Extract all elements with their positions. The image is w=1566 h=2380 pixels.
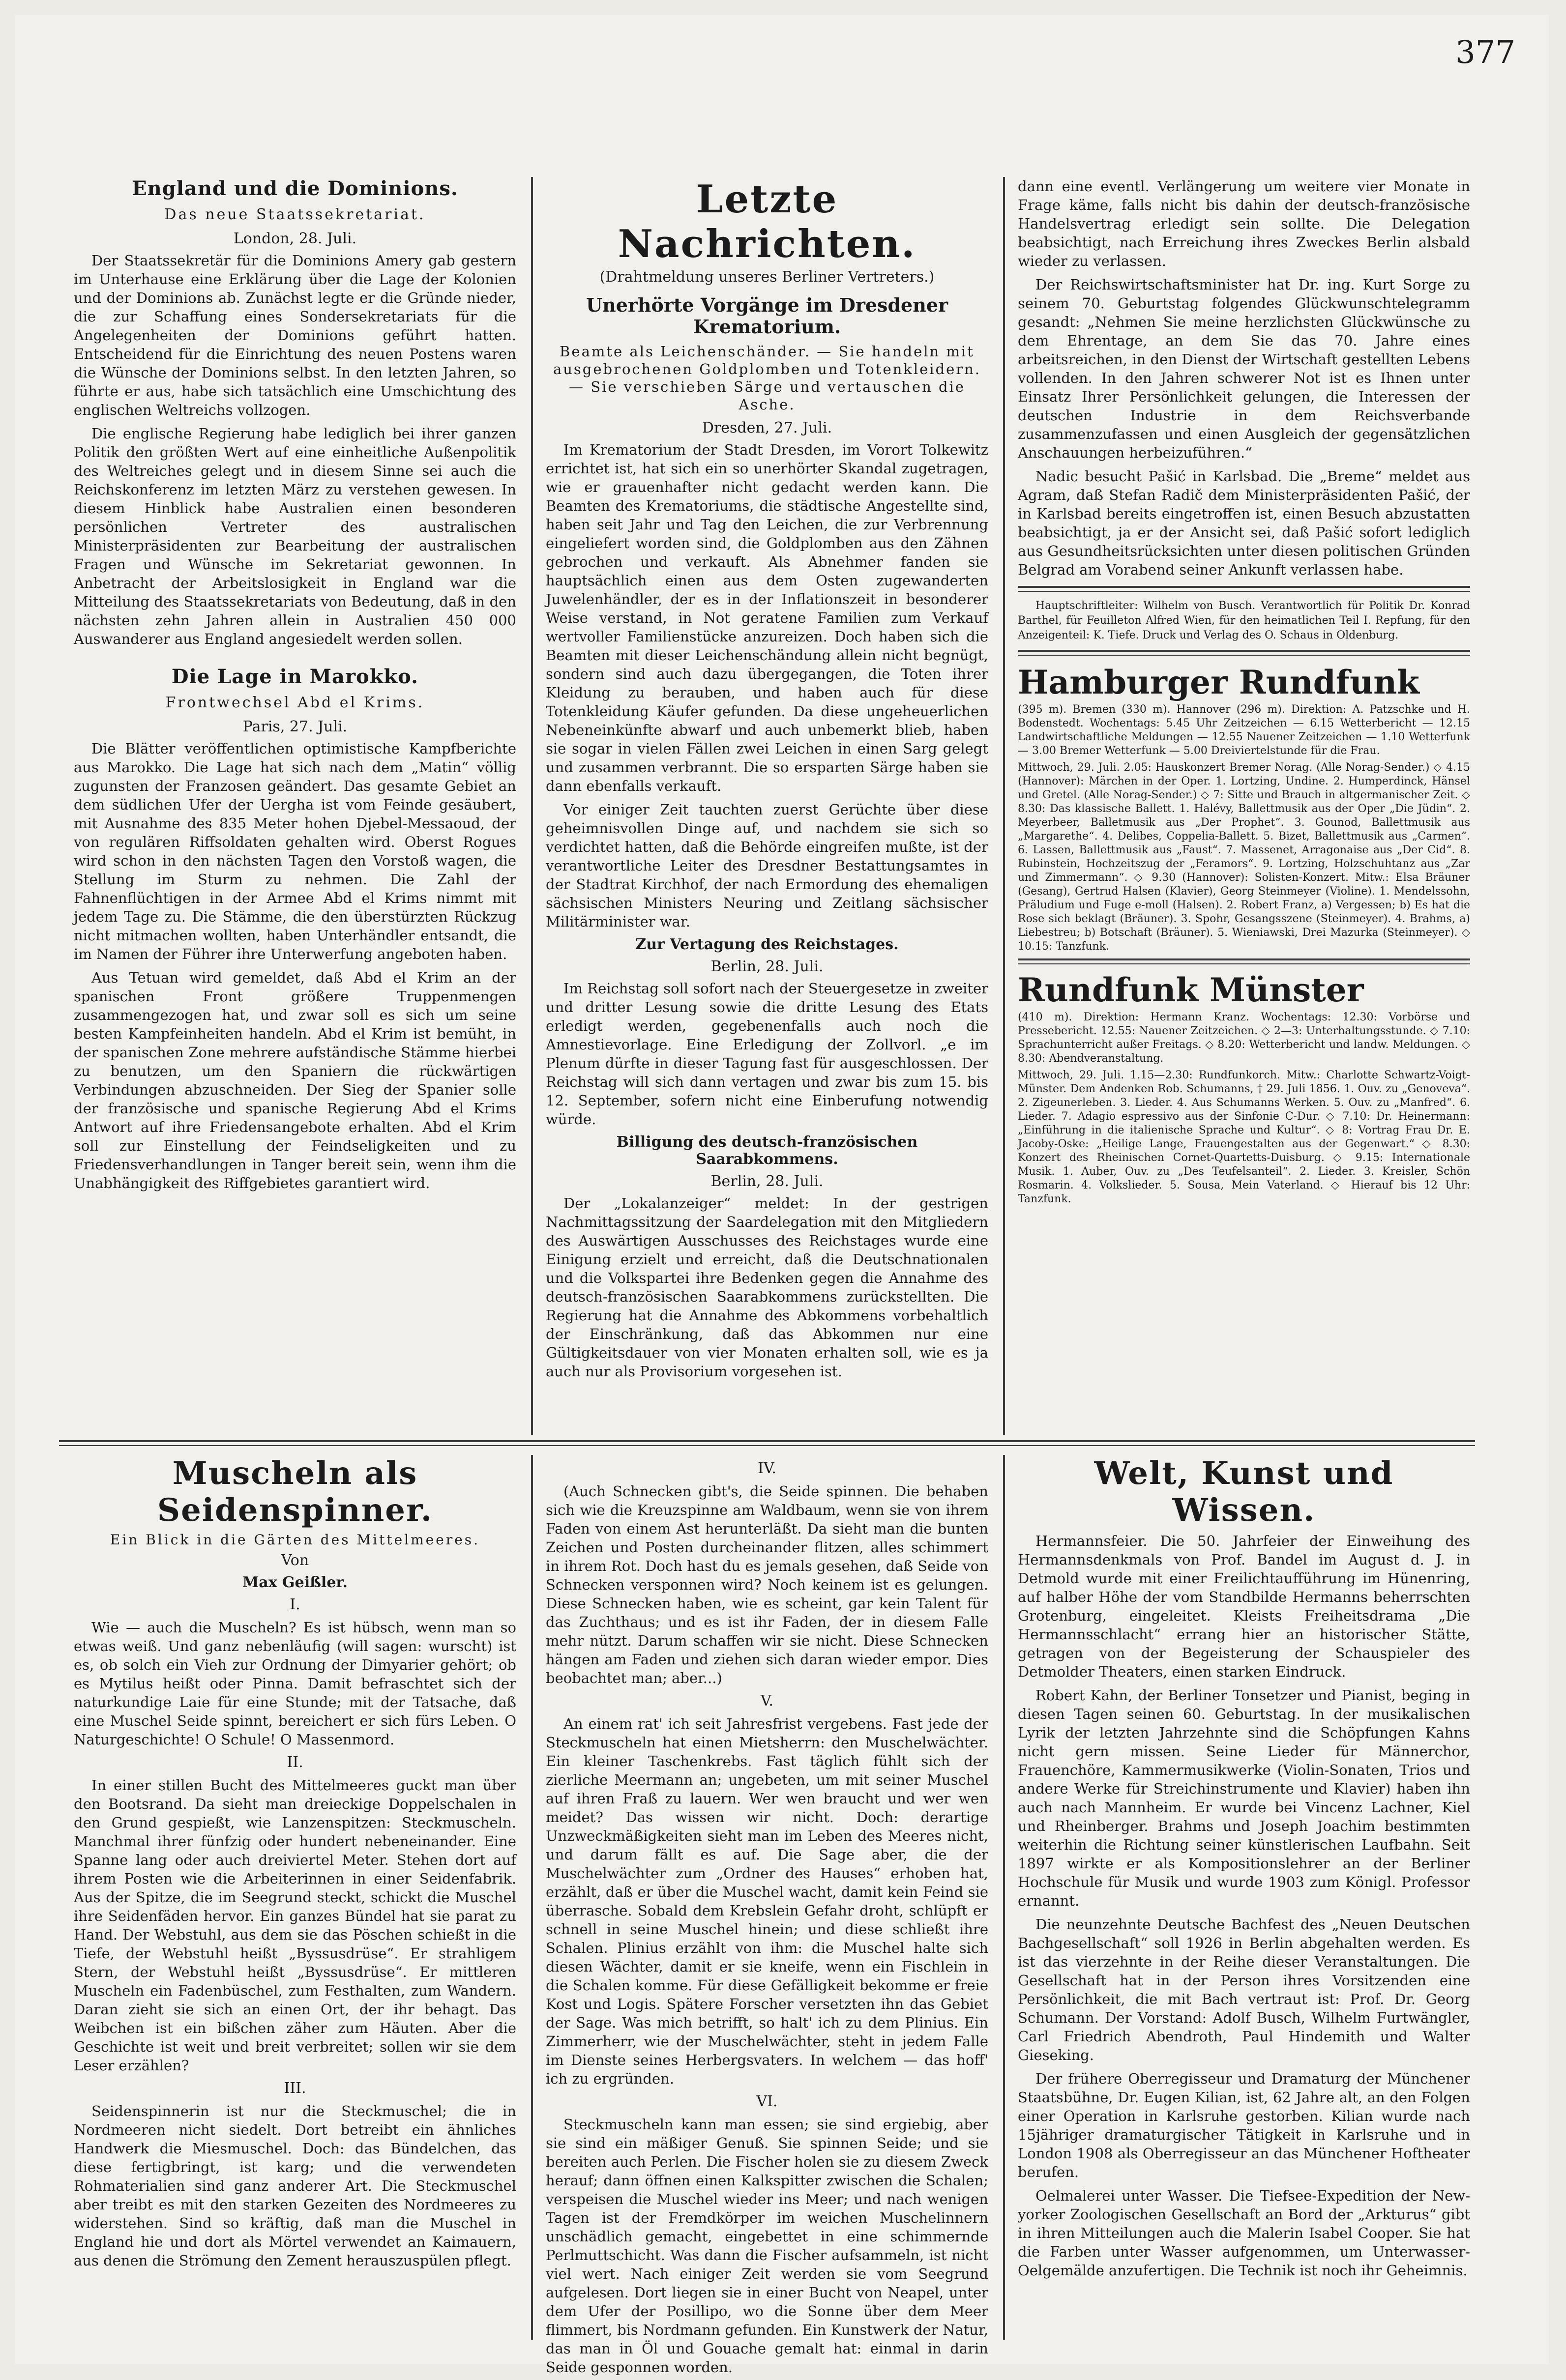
muenster-radio-header: (410 m). Direktion: Hermann Kranz. Wochentags: 12.30: Vorbörse und Pressebericht. 12.55: Nauener Zeitzeichen. ◇ 2—3: Unterhaltungsstunde. ◇ 7.10: Sprachunterricht außer Freitags. ◇ 8.20: Wetterbericht und landw. Meldungen. ◇ 8.30: Abendveranstaltung. — [1018, 1011, 1470, 1065]
krematorium-paragraph: Vor einiger Zeit tauchten zuerst Gerüchte über diese geheimnisvollen Dinge auf, und nachdem sie sich so verdichtet hatten, daß die Behörde eingreifen mußte, ist der verantwortliche Leiter des Dresdner Bestattungsamtes in der Stadtrat Kirchhof, der nach Ermordung des ehemaligen sächsischen Ministers Neuring und Zeitlang sächsischer Militärminister war. — [546, 801, 988, 930]
england-title: England und die Dominions. — [132, 177, 458, 200]
welt-paragraph: Robert Kahn, der Berliner Tonsetzer und Pianist, beging in diesen Tagen seinen 60. Geburtstag. In der musikalischen Lyrik der letzten Jahrzehnte sind die Schöpfungen Kahns nicht gern missen. Seine Lieder für Männerchor, Frauenchöre, Kammermusikwerke (Violin-Sonaten, Trios und andere Werke für Streichinstrumente und Klavier) haben ihn auch nach Mannheim. Er wurde bei Vincenz Lachner, Kiel und Rheinberger. Brahms und Joseph Joachim bestimmten weiterhin die Richtung seiner künstlerischen Laufbahn. Seit 1897 wirkte er als Kompositionslehrer an der Berliner Hochschule für Musik und wurde 1903 zum Königl. Professor ernannt. — [1018, 1687, 1470, 1909]
muscheln-section-text: (Auch Schnecken gibt's, die Seide spinnen. Die behaben sich wie die Kreuzspinne am Waldbaum, wenn sie von ihrem Faden von einem Ast herunterläßt. Da sieht man die bunten Zeichen und Posten durcheinander flitzen, alles schimmert in ihrem Rot. Doch hast du es jemals gesehen, daß Seide von Schnecken versponnen wird? Noch keinem ist es gelungen. Diese Schnecken haben, wie es scheint, gar kein Talent für das Zuchthaus; und es ist ihr Faden, der in diesem Falle mehr nützt. Darum schaffen wir sie nicht. Diese Schnecken hängen am Faden und ziehen sich daran wieder empor. Dies beobachtet man; aber...) — [546, 1483, 988, 1686]
muenster-radio-schedule: Mittwoch, 29. Juli. 1.15—2.30: Rundfunkorch. Mitw.: Charlotte Schwartz-Voigt-Münster. Dem Andenken Rob. Schumanns, † 29. Juli 1856. 1. Ouv. zu „Genoveva“. 2. Zigeunerleben. 3. Lieder. 4. Aus Schumanns Werken. 5. Ouv. zu „Manfred“. 6. Lieder. 7. Adagio espressivo aus der Sinfonie C-Dur. ◇ 7.10: Dr. Heinermann: „Einführung in die italienische Sprache und Kultur“. ◇ 8: Vortrag Frau Dr. E. Jacoby-Oske: „Heilige Lange, Frauengestalten aus der Gegenwart.“ ◇ 8.30: Konzert des Rheinischen Cornet-Quartetts-Duisburg. ◇ 9.15: Internationale Musik. 1. Auber, Ouv. zu „Des Teufelsanteil“. 2. Lieder. 3. Kreisler, Schön Rosmarin. 4. Volkslieder. 5. Sousa, Mein Vaterland. ◇ Hierauf bis 12 Uhr: Tanzfunk. — [1018, 1069, 1470, 1205]
welt-column — [1018, 1455, 1470, 2340]
muscheln-title: Muscheln als Seidenspinner. — [157, 1455, 433, 1529]
section-number: V. — [761, 1692, 773, 1710]
krematorium-paragraph: Im Krematorium der Stadt Dresden, im Vorort Tolkewitz errichtet ist, hat sich ein so unerhörter Skandal zugetragen, wie er grauenhafter nicht gedacht werden kann. Die Beamten des Krematoriums, die städtische Angestellte sind, haben seit Jahr und Tag den Leichen, die zur Verbrennung eingeliefert worden sind, die Goldplomben aus den Zähnen gebrochen und verkauft. Als Abnehmer fanden sie hauptsächlich einen aus dem Osten zugewanderten Juwelenhändler, der es in der Inflationszeit in besonderer Weise verstand, in Not geratene Familien zum Verkauf wertvoller Familienstücke anzureizen. Doch haben sich die Beamten mit dieser Leichenschändung allein nicht begnügt, sondern sind auch dazu übergegangen, die Toten ihrer Kleidung zu berauben, und haben auch für diese Totenkleidung Käufer gefunden. Da diese ungeheuerlichen Nebeneinkünfte abwarf und auch unbemerkt blieb, haben sie sogar in vielen Fällen zwei Leichen in einen Sarg gelegt und zusammen verbrannt. Die so ersparten Särge haben sie dann ebenfalls verkauft. — [546, 441, 988, 794]
marokko-paragraph: Die Blätter veröffentlichen optimistische Kampfberichte aus Marokko. Die Lage hat sich nach dem „Matin“ völlig zugunsten der Franzosen geändert. Das gesamte Gebiet an dem südlichen Ufer der Uergha ist vom Feinde gesäubert, mit Ausnahme des 835 Meter hohen Djebel-Messaoud, der von regulären Riffsoldaten gehalten wird. Oberst Rogues wird schon in den nächsten Tagen den Vorstoß wagen, die Stellung im Sturm zu nehmen. Die Zahl der Fahnenflüchtigen in der Armee Abd el Krims nimmt mit jedem Tage zu. Die Stämme, die den überstürzten Rückzug nicht mitmachen wollten, haben Unterhändler entsandt, die im Namen der Führer ihre Unterwerfung angeboten haben. — [74, 740, 516, 962]
column-divider — [1003, 1455, 1005, 2340]
imprint-rule — [1018, 586, 1470, 592]
england-subtitle: Das neue Staatssekretariat. — [164, 206, 426, 223]
column-divider — [1003, 177, 1005, 1435]
section-number: VI. — [756, 2093, 778, 2110]
muscheln-column-1 — [74, 1455, 516, 2340]
saar-paragraph: Der „Lokalanzeiger“ meldet: In der gestrigen Nachmittagssitzung der Saardelegation mit den Mitgliedern des Auswärtigen Ausschusses des Reichstages wurde eine Einigung erzielt und erreicht, daß die Deutschnationalen und die Volkspartei ihre Bedenken gegen die Annahme des deutsch-französischen Saarabkommens zurückstellten. Die Regierung hat die Annahme des Abkommens vorbehaltlich der Einschränkung, daß das Abkommen nur eine Gültigkeitsdauer von vier Monaten erhalten soll, wie es ja auch nur als Provisorium vorgesehen ist. — [546, 1195, 988, 1380]
marokko-dateline: Paris, 27. Juli. — [242, 718, 348, 735]
muscheln-section-text: Seidenspinnerin ist nur die Steckmuschel; die in Nordmeeren nicht siedelt. Dort betreibt ein ähnliches Handwerk die Miesmuschel. Doch: das Bündelchen, das diese fertigbringt, ist karg; und die verwendeten Rohmaterialien sind ganz anderer Art. Die Steckmuschel aber treibt es mit den starken Gezeiten des Nordmeeres zu widerstehen. Sind so kräftig, daß man die Muschel in England hie und dort als Mörtel verwendet an Kaimauern, aus denen die Strömung den Zement herauszuspülen pflegt. — [74, 2103, 516, 2269]
muscheln-section-text: In einer stillen Bucht des Mittelmeeres guckt man über den Bootsrand. Da sieht man dreieckige Doppelschalen in den Grund gespießt, wie Lanzenspitzen: Steckmuscheln. Manchmal ihrer fünfzig oder hundert nebeneinander. Eine Spanne lang oder auch dreiviertel Meter. Stehen dort auf ihrem Posten wie die Arbeiterinnen in einer Seidenfabrik. Aus der Spitze, die im Seegrund steckt, schickt die Muschel ihre Seidenfäden hervor. Ein ganzes Bündel hat sie parat zu Hand. Der Webstuhl, aus dem sie das Pöschen schießt in die Tiefe, der Webstuhl heißt „Byssusdrüse“. Er strahligem Stern, der Webstuhl heißt „Byssusdrüse“. Er mittleren Muscheln ein Fadenbüschel, zum Festhalten, zum Wandern. Daran zieht sie sich an einen Ort, der ihr behagt. Das Weibchen ist ein bißchen zäher zum Häuten. Aber die Geschichte ist weit und breit verbreitet; sollen wir sie dem Leser erzählen? — [74, 1777, 516, 2074]
imprint: Hauptschriftleiter: Wilhelm von Busch. Verantwortlich für Politik Dr. Konrad Barthel, für Feuilleton Alfred Wien, für den heimatlichen Teil I. Repfung, für den Anzeigenteil: K. Tiefe. Druck und Verlag des O. Schaus in Oldenburg. — [1018, 600, 1470, 641]
reichstag-paragraph: Im Reichstag soll sofort nach der Steuergesetze in zweiter und dritter Lesung sowie die dritte Lesung des Etats erledigt werden, gegebenenfalls auch noch die Amnestievorlage. Eine Erledigung der Zollvorl. „e im Plenum dürfte in dieser Tagung fast für ausgeschlossen. Der Reichstag will sich dann vertagen und zwar bis zum 15. bis 12. September, sofern nicht eine Einberufung notwendig würde. — [546, 980, 988, 1128]
section-number: IV. — [758, 1460, 776, 1477]
feuilleton-rule — [59, 1440, 1475, 1446]
sorge-paragraph: Der Reichswirtschaftsminister hat Dr. ing. Kurt Sorge zu seinem 70. Geburtstag folgendes Glückwunschtelegramm gesandt: „Nehmen Sie meine herzlichsten Glückwünsche zu dem Ehrentage, an dem Sie das 70. Jahre eines arbeitsreichen, in den Dienst der Wirtschaft gestellten Lebens vollenden. In den Jahren schwerer Not ist es Ihnen unter Einsatz Ihrer Persönlichkeit gelungen, die Interessen der deutschen Industrie in dem Reichsverbande zusammenzufassen und einen Ausgleich der gegensätzlichen Anschauungen herbeizuführen.“ — [1018, 276, 1470, 461]
newspaper-page — [15, 15, 1549, 2376]
section-number: III. — [284, 2080, 306, 2097]
england-paragraph: Die englische Regierung habe lediglich bei ihrer ganzen Politik den größten Wert auf eine einheitliche Außenpolitik des Weltreiches gelegt und in diesem Sinne sei auch die Reichskonferenz im letzten März zu verstehen gewesen. In diesem Hinblick habe Australien einen besonderen persönlichen Vertreter des australischen Ministerpräsidenten zur Bearbeitung der australischen Fragen und Wünsche im Sekretariat gewonnen. In Anbetracht der Arbeitslosigkeit in England war die Mitteilung des Staatssekretariats von Bedeutung, daß in den nächsten zehn Jahren allein in Australien 450 000 Auswanderer aus England angesiedelt werden sollen. — [74, 425, 516, 647]
saar-dateline: Berlin, 28. Juli. — [710, 1173, 824, 1190]
welt-title: Welt, Kunst und Wissen. — [1094, 1455, 1394, 1529]
hamburg-radio-header: (395 m). Bremen (330 m). Hannover (296 m). Direktion: A. Patzschke und H. Bodenstedt. Wochentags: 5.45 Uhr Zeitzeichen — 6.15 Wetterbericht — 12.15 Landwirtschaftliche Meldungen — 12.55 Nauener Zeitzeichen — 1.10 Wetterfunk — 3.00 Bremer Wetterfunk — 5.00 Dreiviertelstunde für die Frau. — [1018, 703, 1470, 757]
reichstag-dateline: Berlin, 28. Juli. — [710, 958, 824, 975]
radic-paragraph: Nadic besucht Pašić in Karlsbad. Die „Breme“ meldet aus Agram, daß Stefan Radič dem Ministerpräsidenten Pašić, der in Karlsbad bereits eingetroffen ist, einen Besuch abzustatten beabsichtigt, ja er der Ansicht sei, daß Pašić sofort lediglich aus Gesundheitsrücksichten unter diesen politischen Gründen Belgrad am Vorabend seiner Ankunft verlassen habe. — [1018, 468, 1470, 578]
welt-paragraph: Hermannsfeier. Die 50. Jahrfeier der Einweihung des Hermannsdenkmals von Prof. Bandel im August d. J. in Detmold wurde mit einer Freilichtaufführung im Hünenring, auf halber Höhe der vom Standbilde Hermanns beherrschten Grotenburg, eingeleitet. Kleists Freiheitsdrama „Die Hermannsschlacht“ errang hier an historischer Stätte, getragen von der Begeisterung der Schauspieler des Detmolder Theaters, einen starken Eindruck. — [1018, 1533, 1470, 1680]
marokko-paragraph: Aus Tetuan wird gemeldet, daß Abd el Krim an der spanischen Front größere Truppenmengen zusammengezogen hat, und zwar soll es sich um seine besten Kampfeinheiten handeln. Abd el Krim ist bemüht, in der spanischen Zone mehrere aufständische Stämme hierbei zu benutzen, um den Spaniern die rückwärtigen Verbindungen abzuschneiden. Der Sieg der Spanier solle der französische und spanische Regierung Abd el Krims Antwort auf ihre Friedensangebote erhalten. Abd el Krim soll zur Einstellung der Feindseligkeiten und zu Friedensverhandlungen in Tanger bereit sein, wenn ihm die Unabhängigkeit des Riffgebietes garantiert wird. — [74, 969, 516, 1191]
column-left-top — [74, 177, 516, 1435]
marokko-subtitle: Frontwechsel Abd el Krims. — [165, 694, 425, 711]
muscheln-subtitle: Ein Blick in die Gärten des Mittelmeeres. — [110, 1532, 480, 1548]
muenster-radio-title: Rundfunk Münster — [1018, 971, 1364, 1009]
hamburg-radio-schedule: Mittwoch, 29. Juli. 2.05: Hauskonzert Bremer Norag. (Alle Norag-Sender.) ◇ 4.15 (Hannover): Märchen in der Oper. 1. Lortzing, Undine. 2. Humperdinck, Hänsel und Gretel. (Alle Norag-Sender.) ◇ 7: Sitte und Brauch in altgermanischer Zeit. ◇ 8.30: Das klassische Ballett. 1. Halévy, Ballettmusik aus der Oper „Die Jüdin“. 2. Meyerbeer, Balletmusik aus „Der Prophet“. 3. Gounod, Ballettmusik aus „Margarethe“. 4. Delibes, Coppelia-Ballett. 5. Bizet, Ballettmusik aus „Carmen“. 6. Lassen, Ballettmusik aus „Faust“. 7. Massenet, Arragonaise aus „Der Cid“. 8. Rubinstein, Hochzeitszug der „Feramors“. 9. Lortzing, Holzschuhtanz aus „Zar und Zimmermann“. ◇ 9.30 (Hannover): Solisten-Konzert. Mitw.: Elsa Bräuner (Gesang), Gertrud Halsen (Klavier), Georg Steinmeyer (Violine). 1. Mendelssohn, Präludium und Fuge e-moll (Halsen). 2. Robert Franz, a) Vergessen; b) Es hat die Rose sich beklagt (Bräuner). 3. Spohr, Gesangsszene (Steinmeyer). 4. Brahms, a) Liebestreu; b) Botschaft (Bräuner). 5. Wieniawski, Drei Mazurka (Steinmeyer). ◇ 10.15: Tanzfunk. — [1018, 761, 1470, 953]
column-divider — [531, 1455, 533, 2340]
muscheln-section-text: Steckmuscheln kann man essen; sie sind ergiebig, aber sie sind ein mäßiger Genuß. Sie spinnen Seide; und sie bereiten auch Perlen. Die Fischer holen sie zu diesem Zweck herauf; dann öffnen einen Kalkspitter zwischen die Schalen; verspeisen die Muschel wieder ins Meer; und nach wenigen Tagen ist der Fremdkörper im weichen Muschelinnern unschädlich gemacht, eingebettet in eine schimmernde Perlmuttschicht. Was dann die Fischer aufsammeln, ist nicht viel wert. Nach einiger Zeit werden sie vom Seegrund aufgelesen. Dort liegen sie in einer Bucht von Neapel, unter dem Ufer der Posillipo, wo die Sonne über dem Meer flimmert, bis Nordmann gefunden. Ein Kunstwerk der Natur, das man in Öl und Gouache gemalt hat: einmal in darin Seide gesponnen worden. — [546, 2116, 988, 2376]
section-number: II. — [287, 1754, 303, 1771]
saar-headline: Billigung des deutsch-französischen Saarabkommens. — [616, 1133, 918, 1168]
welt-paragraph: Oelmalerei unter Wasser. Die Tiefsee-Expedition der New-yorker Zoologischen Gesellschaft an Bord der „Arkturus“ gibt in ihren Mitteilungen auch die Malerin Isabel Cooper. Sie hat die Farben unter Wasser aufgenommen, um Unterwasser-Oelgemälde anzufertigen. Die Technik ist noch ihr Geheimnis. — [1018, 2187, 1470, 2279]
krematorium-dateline: Dresden, 27. Juli. — [702, 419, 832, 436]
page-number: 377 — [1455, 34, 1516, 71]
hamburg-radio-title: Hamburger Rundfunk — [1018, 663, 1419, 701]
krematorium-deck: Beamte als Leichenschänder. — Sie handeln mit ausgebrochenen Goldplomben und Totenkleidern. — Sie verschieben Särge und vertauschen die Asche. — [553, 343, 981, 413]
muscheln-section-text: An einem rat' ich seit Jahresfrist vergebens. Fast jede der Steckmuscheln hat einen Mietsherrn: den Muschelwächter. Ein kleiner Taschenkrebs. Fast täglich fühlt sich der zierliche Meermann an; ungebeten, um mit seiner Muschel auf ihren Fraß zu lauern. Wer wen braucht und wer wen meidet? Das wissen wir nicht. Doch: derartige Unzweckmäßigkeiten sieht man im Leben des Meeres nicht, und darum fällt es auf. Die Sage aber, die der Muschelwächter zum „Ordner des Hauses“ erhoben hat, erzählt, daß er über die Muschel wacht, damit kein Feind sie überrasche. Sobald dem Krebslein Gefahr droht, schlüpft er schnell in seine Muschel hinein; und diese schließt ihre Schalen. Plinius erzählt von ihm: die Muschel halte sich diesen Wächter, damit er sie kneife, wenn ein Fischlein in die Schalen komme. Für diese Gefälligkeit bekomme er freie Kost und Logis. Spätere Forscher versetzten ihn das Gebiet der Sage. Was mich betrifft, so halt' ich zu dem Plinius. Ein Zimmerherr, wie der Muschelwächter, steht in jedem Falle im Dienste seines Herbergsvaters. In welchem — das hoff' ich zu ergründen. — [546, 1715, 988, 2087]
muscheln-section-text: Wie — auch die Muscheln? Es ist hübsch, wenn man so etwas weiß. Und ganz nebenläufig (will sagen: wurscht) ist es, ob solch ein Vieh zur Ordnung der Dimyarier gehört; ob es Mytilus heißt oder Pinna. Damit befraschtet sich der naturkundige Laie für eine Stunde; mit der Tatsache, daß eine Muschel Seide spinnt, bereichert er sich fürs Leben. O Naturgeschichte! O Schule! O Massenmord. — [74, 1619, 516, 1748]
krematorium-headline: Unerhörte Vorgänge im Dresdener Krematorium. — [586, 294, 948, 338]
welt-paragraph: Der frühere Oberregisseur und Dramaturg der Münchener Staatsbühne, Dr. Eugen Kilian, ist, 62 Jahre alt, an den Folgen einer Operation in Karlsruhe gestorben. Kilian wurde nach 15jähriger dramaturgischer Tätigkeit in Karlsruhe und in London 1908 als Oberregisseur an das Münchener Hoftheater berufen. — [1018, 2070, 1470, 2180]
column-middle-top — [546, 177, 988, 1435]
reichstag-headline: Zur Vertagung des Reichstages. — [635, 936, 899, 953]
letzte-title: Letzte Nachrichten. — [618, 177, 916, 266]
radio-rule — [1018, 958, 1470, 964]
muscheln-by: Von — [281, 1552, 309, 1569]
marokko-title: Die Lage in Marokko. — [171, 665, 419, 688]
imprint-rule — [1018, 650, 1470, 656]
column-right-top — [1018, 177, 1470, 1435]
england-paragraph: Der Staatssekretär für die Dominions Amery gab gestern im Unterhause eine Erklärung über die Lage der Kolonien und der Dominions ab. Zunächst legte er die Gründe nieder, die zur Schaffung eines Sondersekretariats für die Angelegenheiten der Dominions geführt hatten. Entscheidend für die Einrichtung des neuen Postens waren die Wünsche der Dominions selbst. In den letzten Jahren, so führte er aus, habe sich tatsächlich eine Umschichtung des englischen Weltreichs vollzogen. — [74, 252, 516, 418]
muscheln-author: Max Geißler. — [242, 1574, 348, 1591]
letzte-subtitle: (Drahtmeldung unseres Berliner Vertreters.) — [599, 268, 935, 286]
muscheln-column-2 — [546, 1455, 988, 2376]
england-dateline: London, 28. Juli. — [233, 230, 357, 247]
section-number: I. — [290, 1596, 300, 1613]
continuation-paragraph: dann eine eventl. Verlängerung um weitere vier Monate in Frage käme, falls nicht bis dahin der deutsch-französische Handelsvertrag erledigt sein sollte. Die Delegation beabsichtigt, nach Erreichung ihres Zweckes Berlin alsbald wieder zu verlassen. — [1018, 178, 1470, 269]
column-divider — [531, 177, 533, 1435]
welt-paragraph: Die neunzehnte Deutsche Bachfest des „Neuen Deutschen Bachgesellschaft“ soll 1926 in Berlin abgehalten werden. Es ist das vierzehnte in der Reihe dieser Veranstaltungen. Die Gesellschaft hat in der Person ihres Vorsitzenden eine Persönlichkeit, die mit Bach vertraut ist: Prof. Dr. Georg Schumann. Der Vorstand: Adolf Busch, Wilhelm Furtwängler, Carl Friedrich Abendroth, Paul Hindemith und Walter Gieseking. — [1018, 1916, 1470, 2063]
